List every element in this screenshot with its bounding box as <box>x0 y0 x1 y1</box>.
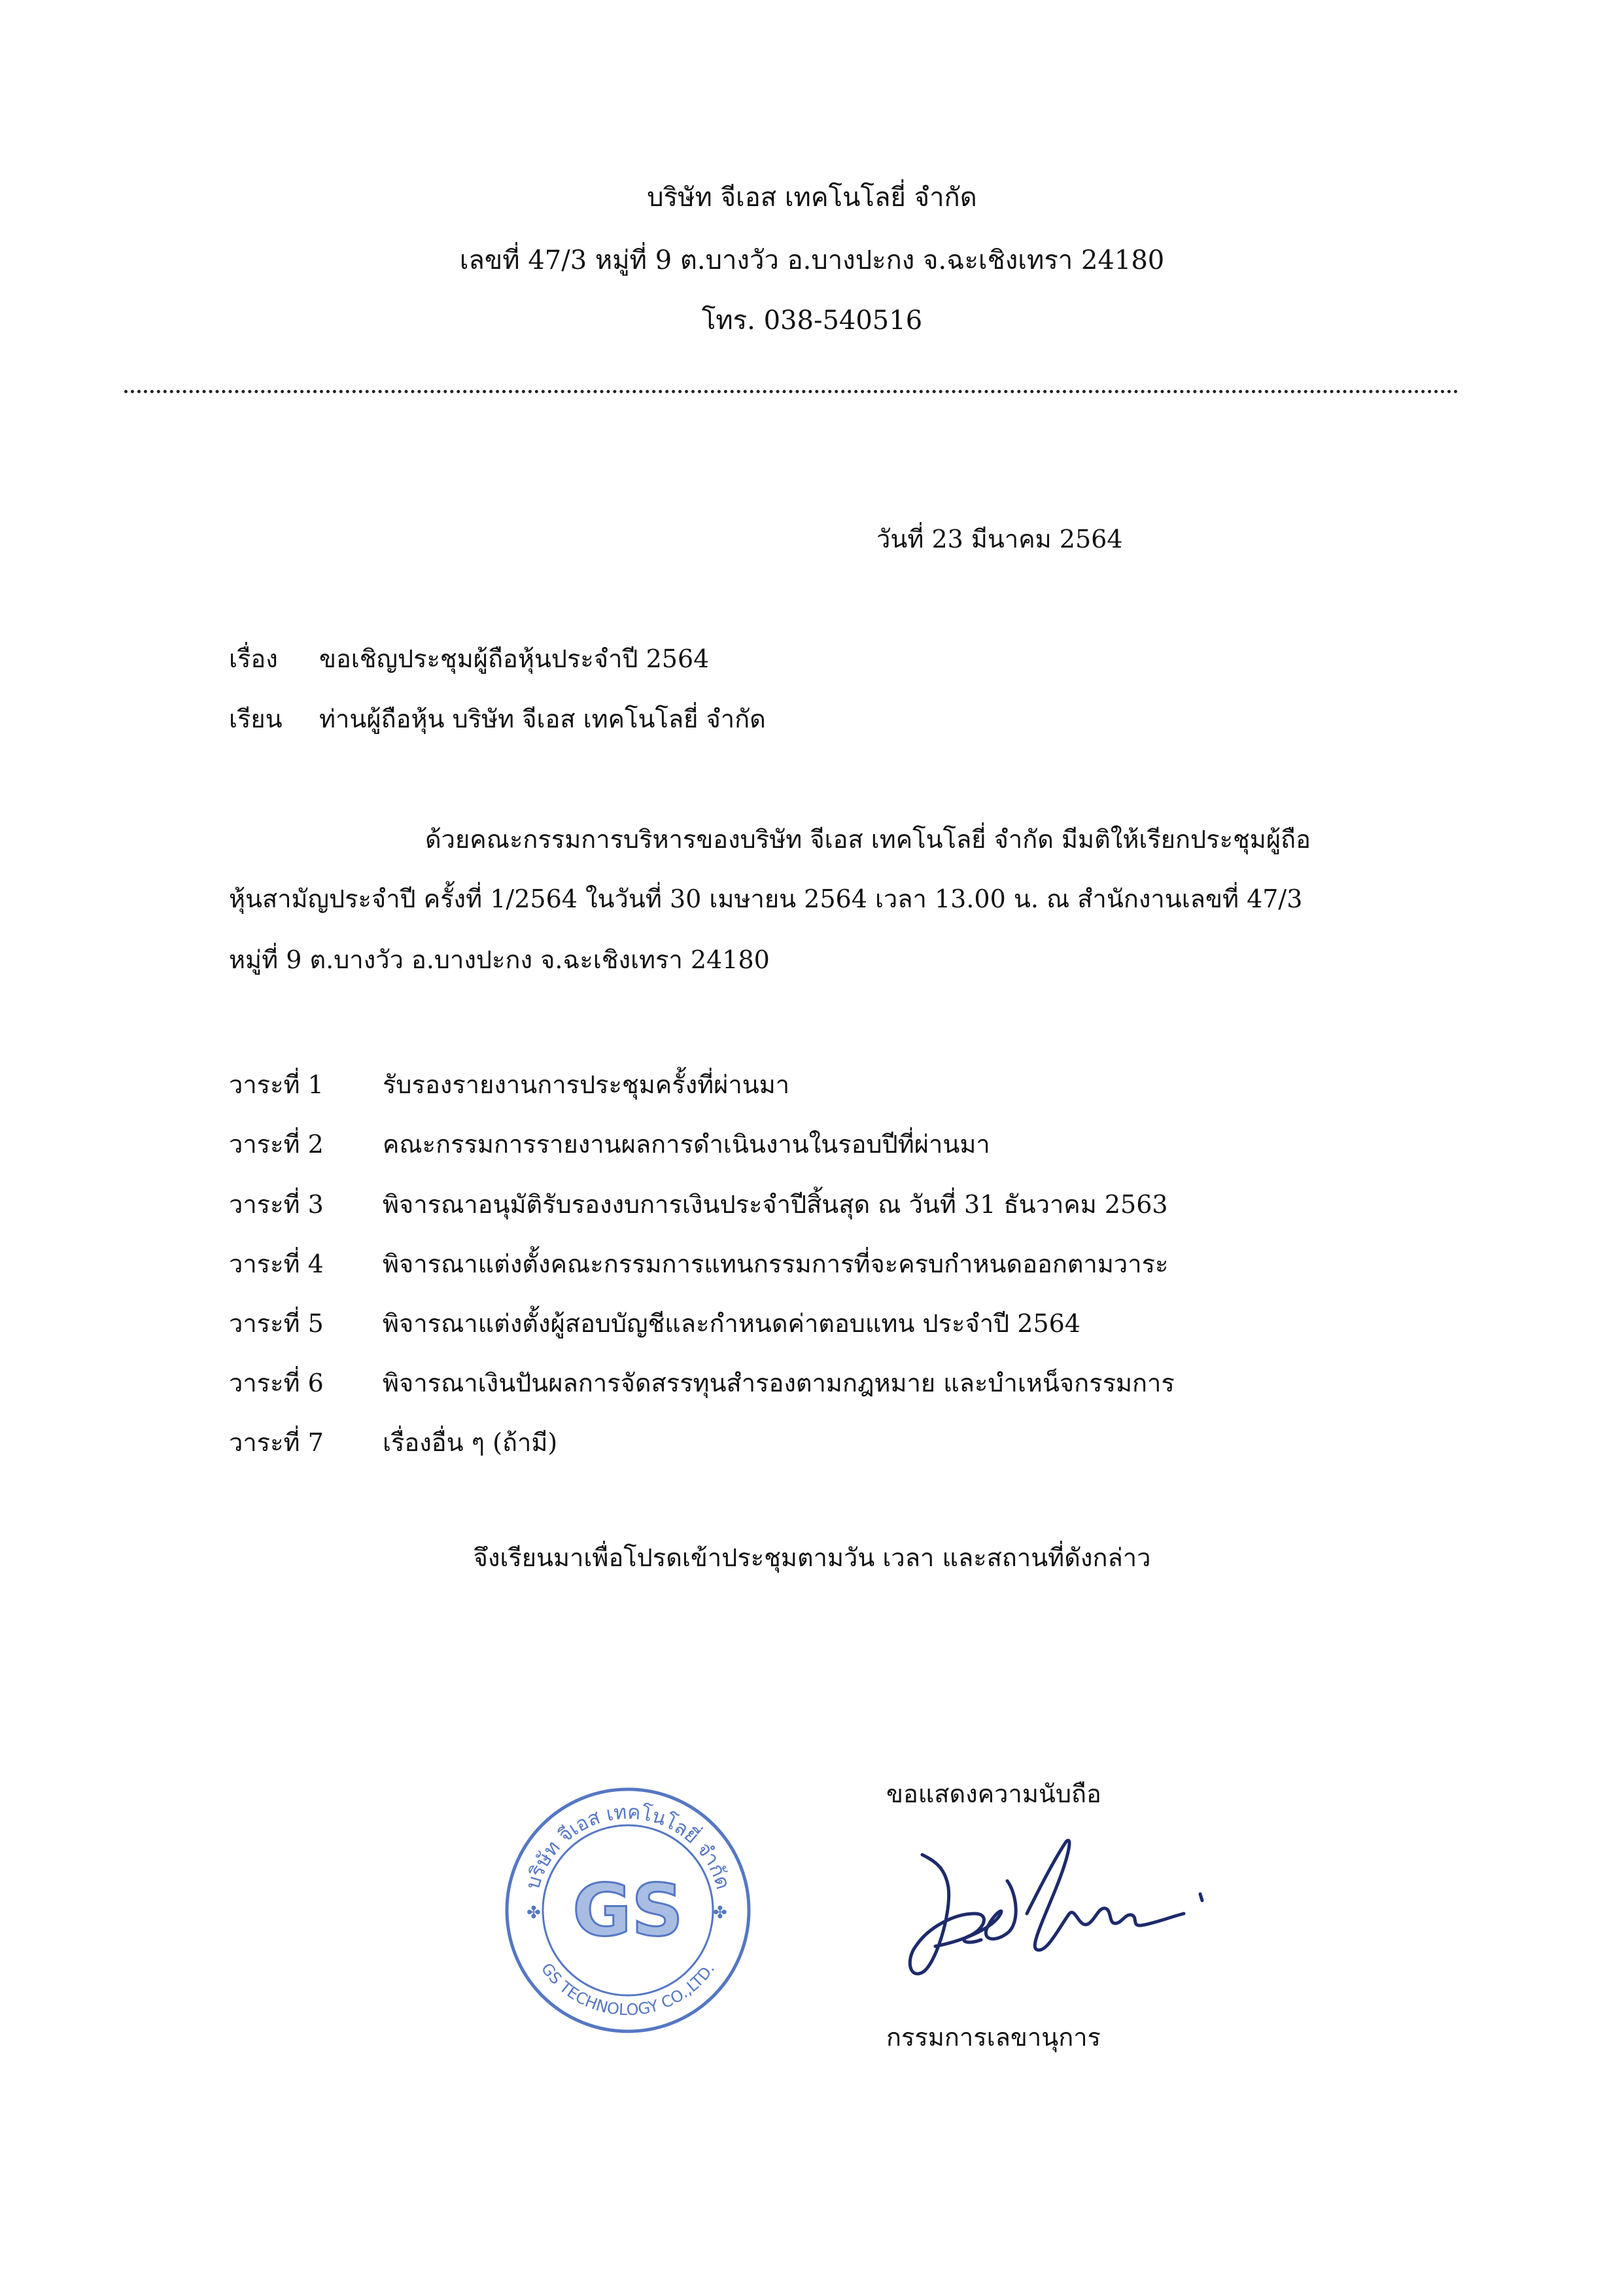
agenda-text: รับรองรายงานการประชุมครั้งที่ผ่านมา <box>383 1070 790 1099</box>
agenda-text: พิจารณาอนุมัติรับรองงบการเงินประจำปีสิ้นสุด ณ วันที่ 31 ธันวาคม 2563 <box>383 1190 1168 1219</box>
agenda-number: วาระที่ 6 <box>229 1369 324 1397</box>
body-line-1: ด้วยคณะกรรมการบริหารของบริษัท จีเอส เทคโนโลยี่ จำกัด มีมติให้เรียกประชุมผู้ถือ <box>425 825 1311 854</box>
letter-date: วันที่ 23 มีนาคม 2564 <box>876 525 1123 553</box>
seal-logo: GS <box>572 1868 683 1952</box>
regards-text: ขอแสดงความนับถือ <box>886 1779 1101 1808</box>
agenda-number: วาระที่ 5 <box>229 1309 324 1338</box>
company-seal <box>497 1779 759 2041</box>
agenda-text: พิจารณาแต่งตั้งผู้สอบบัญชีและกำหนดค่าตอบแทน ประจำปี 2564 <box>383 1309 1080 1338</box>
agenda-number: วาระที่ 2 <box>229 1130 324 1159</box>
agenda-text: พิจารณาแต่งตั้งคณะกรรมการแทนกรรมการที่จะครบกำหนดออกตามวาระ <box>383 1250 1169 1278</box>
agenda-number: วาระที่ 3 <box>229 1190 324 1219</box>
signer-position: กรรมการเลขานุการ <box>886 2023 1101 2052</box>
header-divider <box>124 390 1459 393</box>
subject-label: เรื่อง <box>229 644 278 673</box>
body-line-3: หมู่ที่ 9 ต.บางวัว อ.บางปะกง จ.ฉะเชิงเทรา 24180 <box>229 945 770 974</box>
signature <box>896 1815 1223 1999</box>
closing-text: จึงเรียนมาเพื่อโปรดเข้าประชุมตามวัน เวลา และสถานที่ดังกล่าว <box>473 1543 1151 1572</box>
agenda-text: พิจารณาเงินปันผลการจัดสรรทุนสำรองตามกฎหมาย และบำเหน็จกรรมการ <box>383 1369 1175 1397</box>
seal-ornament-right: ✤ <box>713 1903 727 1923</box>
recipient-label: เรียน <box>229 705 283 733</box>
company-name: บริษัท จีเอส เทคโนโลยี่ จำกัด <box>647 183 977 213</box>
agenda-number: วาระที่ 1 <box>229 1070 324 1099</box>
agenda-number: วาระที่ 7 <box>229 1428 324 1457</box>
company-phone: โทร. 038-540516 <box>701 306 923 336</box>
company-address: เลขที่ 47/3 หมู่ที่ 9 ต.บางวัว อ.บางปะกง จ.ฉะเชิงเทรา 24180 <box>459 245 1165 275</box>
seal-ornament-left: ✤ <box>527 1903 541 1923</box>
subject-text: ขอเชิญประชุมผู้ถือหุ้นประจำปี 2564 <box>319 644 710 673</box>
seal-english-text: GS TECHNOLOGY CO.,LTD. <box>537 1959 719 2020</box>
agenda-text: เรื่องอื่น ๆ (ถ้ามี) <box>383 1428 558 1457</box>
recipient-text: ท่านผู้ถือหุ้น บริษัท จีเอส เทคโนโลยี่ จำกัด <box>319 705 766 733</box>
agenda-number: วาระที่ 4 <box>229 1250 324 1278</box>
seal-thai-text: บริษัท จีเอส เทคโนโลยี่ จำกัด <box>521 1800 734 1892</box>
agenda-text: คณะกรรมการรายงานผลการดำเนินงานในรอบปีที่ผ่านมา <box>383 1130 990 1159</box>
body-line-2: หุ้นสามัญประจำปี ครั้งที่ 1/2564 ในวันที่ 30 เมษายน 2564 เวลา 13.00 น. ณ สำนักงานเลขที่ 47/3 <box>229 885 1303 913</box>
